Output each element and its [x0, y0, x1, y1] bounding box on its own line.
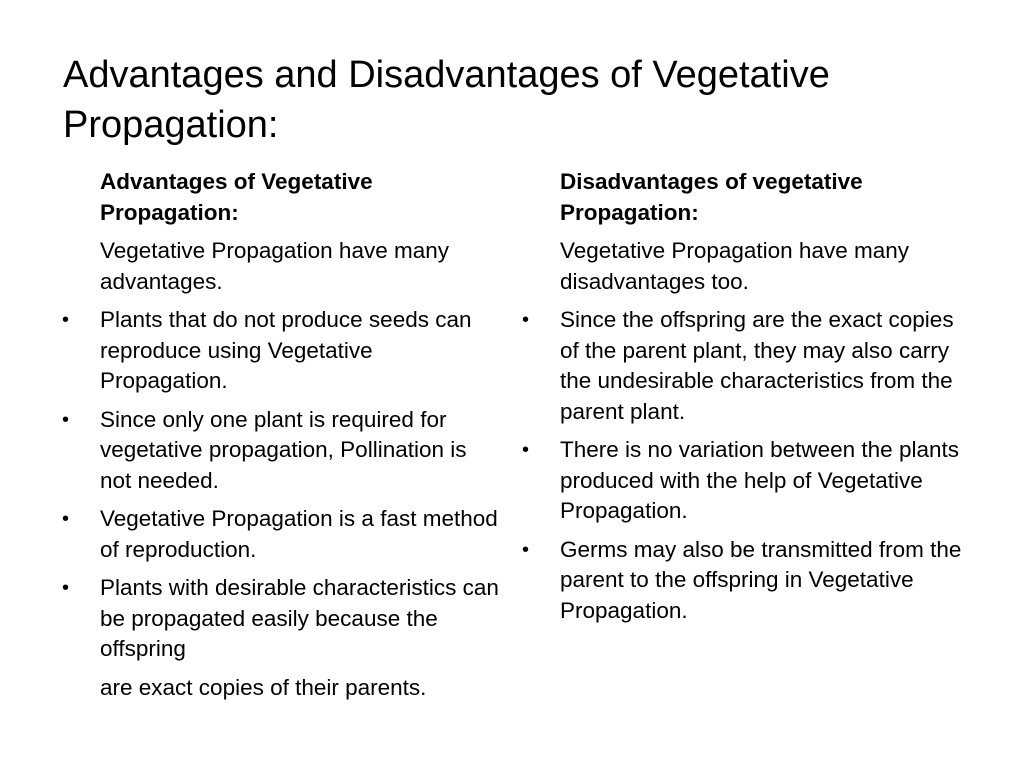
advantages-heading: Advantages of Vegetative Propagation: [100, 169, 373, 225]
bullet-icon: • [522, 309, 530, 331]
list-item-text: There is no variation between the plants produced with the help of Vegetative Propagation. [560, 437, 959, 523]
disadvantages-list [522, 305, 967, 626]
bullet-icon: • [62, 309, 70, 331]
list-item [522, 435, 967, 527]
list-item [62, 305, 502, 397]
bullet-icon: • [62, 408, 70, 431]
bullet-icon: • [522, 439, 530, 461]
list-item-text: Since the offspring are the exact copies of the parent plant, they may also carry the undesirable characteristics from the parent plant. [560, 307, 954, 424]
list-item-text: Since only one plant is required for vegetative propagation, Pollination is not needed. [100, 406, 467, 493]
list-item [62, 504, 502, 565]
bullet-icon: • [62, 508, 70, 530]
list-item-text: Germs may also be transmitted from the parent to the offspring in Vegetative Propagation. [560, 536, 962, 623]
advantages-column [62, 167, 502, 703]
disadvantages-intro: Vegetative Propagation have many disadvantages too. [560, 238, 909, 294]
list-item-text: Plants that do not produce seeds can reproduce using Vegetative Propagation. [100, 307, 472, 393]
list-item [522, 535, 967, 627]
list-item-text: Vegetative Propagation is a fast method of reproduction. [100, 506, 498, 562]
disadvantages-column [522, 167, 967, 634]
list-item [522, 305, 967, 427]
bullet-icon: • [62, 577, 70, 599]
disadvantages-heading: Disadvantages of vegetative Propagation: [560, 169, 863, 225]
list-item [62, 405, 502, 497]
list-item-text: Plants with desirable characteristics can be propagated easily because the offspring [100, 575, 499, 661]
slide-title: Advantages and Disadvantages of Vegetative Propagation: [63, 54, 830, 146]
bullet-icon: • [522, 538, 530, 561]
list-item [62, 573, 502, 665]
advantages-intro: Vegetative Propagation have many advantages. [100, 238, 449, 294]
advantages-continuation: are exact copies of their parents. [100, 674, 427, 700]
advantages-list [62, 305, 502, 665]
